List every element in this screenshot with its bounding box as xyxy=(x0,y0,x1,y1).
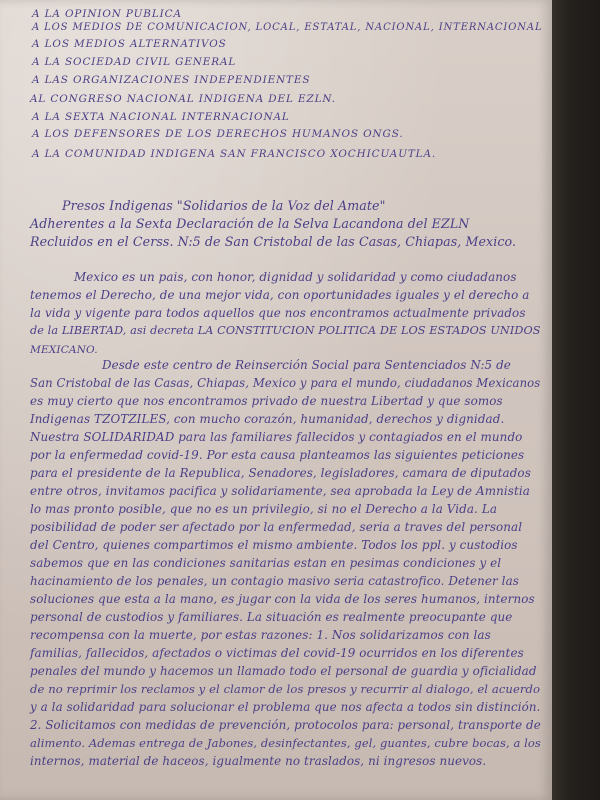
body-line: sabemos que en las condiciones sanitarias estan en pesimas condiciones y el xyxy=(30,556,502,570)
addressee-line: A LA OPINION PUBLICA xyxy=(32,8,182,20)
body-line: es muy cierto que nos encontramos privado de nuestra Libertad y que somos xyxy=(30,394,503,408)
body-line: Mexico es un pais, con honor, dignidad y solidaridad y como ciudadanos xyxy=(74,270,517,284)
body-line: personal de custodios y familiares. La situación es realmente preocupante que xyxy=(30,610,513,624)
body-line: familias, fallecidos, afectados o victimas del covid-19 ocurridos en los diferentes xyxy=(30,646,524,660)
body-line: de no reprimir los reclamos y el clamor de los presos y recurrir al dialogo, el acuerdo xyxy=(30,682,541,696)
body-line: y a la solidaridad para solucionar el problema que nos afecta a todos sin distinción. xyxy=(30,700,541,714)
body-line: alimento. Ademas entrega de Jabones, desinfectantes, gel, guantes, cubre bocas, a los xyxy=(30,736,541,750)
addressee-line: A LAS ORGANIZACIONES INDEPENDIENTES xyxy=(32,74,311,86)
addressee-line: A LOS MEDIOS DE COMUNICACION, LOCAL, ESTATAL, NACIONAL, INTERNACIONAL xyxy=(32,22,543,33)
body-line: hacinamiento de los penales, un contagio masivo seria catastrofico. Detener las xyxy=(30,574,519,588)
body-line: recompensa con la muerte, por estas razones: 1. Nos solidarizamos con las xyxy=(30,628,491,642)
addressee-line: A LOS MEDIOS ALTERNATIVOS xyxy=(32,38,227,50)
addressee-line: A LA SOCIEDAD CIVIL GENERAL xyxy=(32,56,237,68)
body-line: internos, material de haceos, igualmente no traslados, ni ingresos nuevos. xyxy=(30,754,487,768)
body-line: tenemos el Derecho, de una mejor vida, con oportunidades iguales y el derecho a xyxy=(30,288,530,302)
heading-line: Recluidos en el Cerss. N:5 de San Cristobal de las Casas, Chiapas, Mexico. xyxy=(30,234,517,249)
addressee-line: A LA SEXTA NACIONAL INTERNACIONAL xyxy=(32,111,290,123)
body-line: la vida y vigente para todos aquellos que nos encontramos actualmente privados xyxy=(30,306,526,320)
body-line: soluciones que esta a la mano, es jugar con la vida de los seres humanos, internos xyxy=(30,592,535,606)
heading-line: Adherentes a la Sexta Declaración de la Selva Lacandona del EZLN xyxy=(30,216,470,231)
body-line: por la enfermedad covid-19. Por esta causa planteamos las siguientes peticiones xyxy=(30,448,525,462)
body-line: penales del mundo y hacemos un llamado todo el personal de guardia y oficialidad xyxy=(30,664,537,678)
body-line: Desde este centro de Reinserción Social para Sentenciados N:5 de xyxy=(102,358,511,372)
body-line: lo mas pronto posible, que no es un privilegio, si no el Derecho a la Vida. La xyxy=(30,502,498,516)
body-line: San Cristobal de las Casas, Chiapas, Mexico y para el mundo, ciudadanos Mexicanos xyxy=(30,376,541,390)
body-line: 2. Solicitamos con medidas de prevención, protocolos para: personal, transporte de xyxy=(30,718,541,732)
heading-line: Presos Indigenas "Solidarios de la Voz del Amate" xyxy=(62,198,386,213)
body-line: entre otros, invitamos pacifica y solidariamente, sea aprobada la Ley de Amnistia xyxy=(30,484,530,498)
body-line: del Centro, quienes compartimos el mismo ambiente. Todos los ppl. y custodios xyxy=(30,538,518,552)
addressee-line: AL CONGRESO NACIONAL INDIGENA DEL EZLN. xyxy=(30,93,336,105)
body-line: para el presidente de la Republica, Senadores, legisladores, camara de diputados xyxy=(30,466,531,480)
body-line: de la LIBERTAD, asi decreta LA CONSTITUCION POLITICA DE LOS ESTADOS UNIDOS xyxy=(30,324,541,337)
body-line: Indigenas TZOTZILES, con mucho corazón, humanidad, derechos y dignidad. xyxy=(30,412,505,426)
dark-background-edge xyxy=(548,0,600,800)
body-line: Nuestra SOLIDARIDAD para las familiares fallecidos y contagiados en el mundo xyxy=(30,430,523,444)
addressee-line: A LOS DEFENSORES DE LOS DERECHOS HUMANOS ONGS. xyxy=(32,128,404,140)
addressee-line: A LA COMUNIDAD INDIGENA SAN FRANCISCO XOCHICUAUTLA. xyxy=(32,148,437,160)
body-line: posibilidad de poder ser afectado por la enfermedad, seria a traves del personal xyxy=(30,520,523,534)
body-line: MEXICANO. xyxy=(30,344,98,356)
